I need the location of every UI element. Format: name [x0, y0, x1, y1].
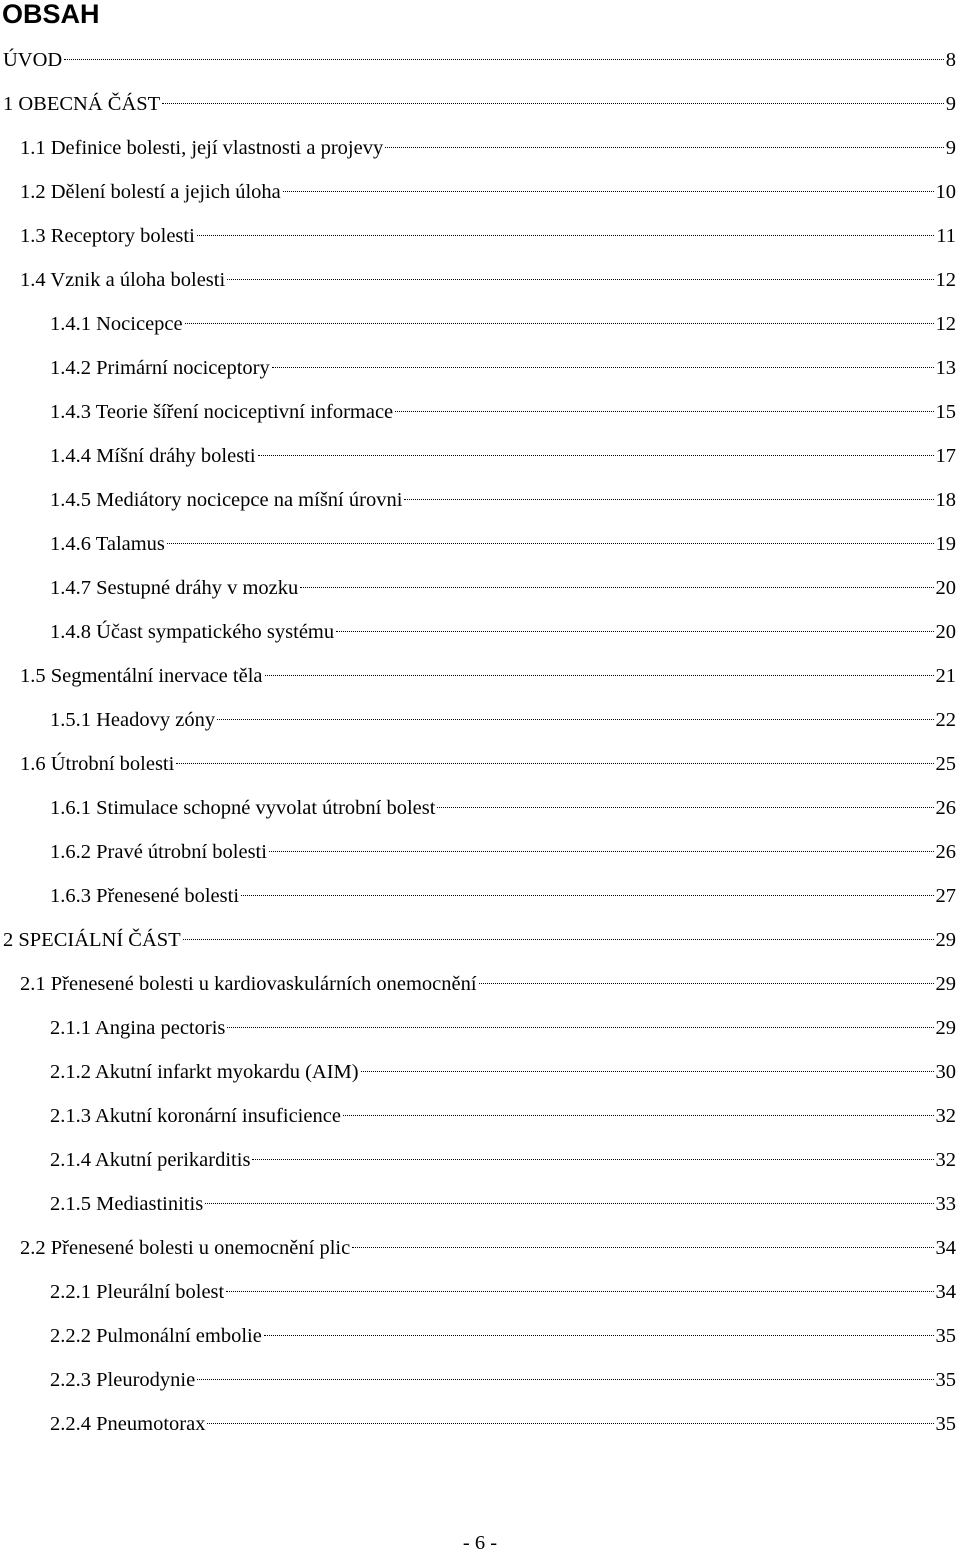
toc-entry[interactable] — [0, 390, 960, 434]
toc-entry-title: 2.2 Přenesené bolesti u onemocnění plic — [20, 1237, 351, 1259]
toc-entry[interactable] — [0, 1314, 960, 1358]
toc-entry-page: 32 — [935, 1105, 956, 1127]
toc-entry-page: 27 — [935, 885, 956, 907]
dot-leader — [241, 895, 933, 896]
toc-entry-page: 17 — [935, 445, 956, 467]
dot-leader — [252, 1159, 933, 1160]
toc-entry-title: 1.6 Útrobní bolesti — [20, 753, 175, 775]
toc-entry-title: 1.6.2 Pravé útrobní bolesti — [50, 841, 267, 863]
toc-entry-title: 1.4 Vznik a úloha bolesti — [20, 269, 226, 291]
dot-leader — [258, 455, 934, 456]
toc-entry-title: 1.4.5 Mediátory nocicepce na míšní úrovni — [50, 489, 403, 511]
toc-entry[interactable] — [0, 170, 960, 214]
toc-entry-page: 8 — [945, 49, 956, 71]
toc-entry[interactable] — [0, 566, 960, 610]
toc-entry[interactable] — [0, 1402, 960, 1446]
toc-entry[interactable] — [0, 214, 960, 258]
dot-leader — [272, 367, 934, 368]
toc-entry[interactable] — [0, 918, 960, 962]
toc-entry-page: 35 — [935, 1369, 956, 1391]
toc-entry-title: 1.4.2 Primární nociceptory — [50, 357, 270, 379]
toc-entry[interactable] — [0, 126, 960, 170]
toc-entry-title: 1.6.1 Stimulace schopné vyvolat útrobní bolest — [50, 797, 436, 819]
toc-entry[interactable] — [0, 1182, 960, 1226]
toc-entry-page: 34 — [935, 1281, 956, 1303]
toc-entry-page: 29 — [935, 1017, 956, 1039]
dot-leader — [343, 1115, 934, 1116]
toc-entry-title: 2.1.1 Angina pectoris — [50, 1017, 226, 1039]
dot-leader — [283, 191, 934, 192]
toc-entry-title: 2.1.2 Akutní infarkt myokardu (AIM) — [50, 1061, 359, 1083]
dot-leader — [336, 631, 933, 632]
toc-entry-page: 13 — [935, 357, 956, 379]
toc-entry-title: 1.4.3 Teorie šíření nociceptivní informace — [50, 401, 394, 423]
dot-leader — [265, 675, 934, 676]
toc-entry-page: 22 — [935, 709, 956, 731]
toc-entry-title: 1.5 Segmentální inervace těla — [20, 665, 263, 687]
toc-entry[interactable] — [0, 302, 960, 346]
toc-entry-title: 2.1.3 Akutní koronární insuficience — [50, 1105, 341, 1127]
dot-leader — [197, 235, 934, 236]
toc-entry-page: 20 — [935, 621, 956, 643]
toc-entry[interactable] — [0, 1094, 960, 1138]
toc-entry-page: 10 — [935, 181, 956, 203]
toc-entry-title: 2.2.4 Pneumotorax — [50, 1413, 206, 1435]
toc-entry-page: 9 — [945, 93, 956, 115]
toc-entry[interactable] — [0, 874, 960, 918]
toc-entry[interactable] — [0, 786, 960, 830]
toc-entry[interactable] — [0, 962, 960, 1006]
dot-leader — [183, 939, 934, 940]
toc-entry-title: 1.4.1 Nocicepce — [50, 313, 183, 335]
dot-leader — [352, 1247, 933, 1248]
toc-entry-page: 29 — [935, 973, 956, 995]
dot-leader — [361, 1071, 934, 1072]
dot-leader — [264, 1335, 934, 1336]
dot-leader — [227, 279, 933, 280]
toc-entry-title: 2.2.2 Pulmonální embolie — [50, 1325, 262, 1347]
toc-entry-title: 1.6.3 Přenesené bolesti — [50, 885, 240, 907]
toc-entry[interactable] — [0, 434, 960, 478]
toc-entry[interactable] — [0, 1226, 960, 1270]
toc-entry[interactable] — [0, 82, 960, 126]
toc-entry-title: 2.2.1 Pleurální bolest — [50, 1281, 225, 1303]
page-title: OBSAH — [2, 0, 100, 29]
toc-entry-page: 35 — [935, 1413, 956, 1435]
toc-entry-title: ÚVOD — [3, 49, 63, 71]
toc-entry-page: 12 — [935, 269, 956, 291]
dot-leader — [64, 59, 944, 60]
dot-leader — [227, 1027, 933, 1028]
toc-entry-page: 19 — [935, 533, 956, 555]
dot-leader — [479, 983, 934, 984]
toc-entry-page: 21 — [935, 665, 956, 687]
toc-entry-title: 1.4.8 Účast sympatického systému — [50, 621, 335, 643]
toc-entry[interactable] — [0, 830, 960, 874]
toc-entry-title: 2.1 Přenesené bolesti u kardiovaskulárních onemocnění — [20, 973, 477, 995]
toc-entry[interactable] — [0, 1358, 960, 1402]
toc-entry[interactable] — [0, 346, 960, 390]
toc-entry-page: 15 — [935, 401, 956, 423]
toc-entry-title: 2.1.5 Mediastinitis — [50, 1193, 204, 1215]
toc-entry-page: 34 — [935, 1237, 956, 1259]
page-number: - 6 - — [462, 1532, 498, 1554]
toc-entry-page: 9 — [945, 137, 956, 159]
toc-entry-page: 26 — [935, 797, 956, 819]
toc-entry-title: 2.2.3 Pleurodynie — [50, 1369, 196, 1391]
toc-entry-title: 2 SPECIÁLNÍ ČÁST — [3, 929, 181, 951]
toc-entry-page: 25 — [935, 753, 956, 775]
dot-leader — [404, 499, 933, 500]
dot-leader — [162, 103, 944, 104]
dot-leader — [205, 1203, 933, 1204]
toc-entry[interactable] — [0, 258, 960, 302]
toc-entry[interactable] — [0, 1050, 960, 1094]
dot-leader — [197, 1379, 933, 1380]
toc-entry-title: 1.4.4 Míšní dráhy bolesti — [50, 445, 256, 467]
toc-entry-title: 1.4.6 Talamus — [50, 533, 165, 555]
toc-entry-page: 33 — [935, 1193, 956, 1215]
toc-entry-title: 1.5.1 Headovy zóny — [50, 709, 216, 731]
toc-entry-page: 11 — [936, 225, 956, 247]
table-of-contents — [0, 38, 960, 1446]
toc-entry-title: 1.2 Dělení bolestí a jejich úloha — [20, 181, 281, 203]
dot-leader — [300, 587, 933, 588]
toc-entry-page: 20 — [935, 577, 956, 599]
toc-entry[interactable] — [0, 1138, 960, 1182]
toc-entry-page: 30 — [935, 1061, 956, 1083]
toc-entry-page: 32 — [935, 1149, 956, 1171]
toc-entry[interactable] — [0, 1006, 960, 1050]
toc-entry[interactable] — [0, 610, 960, 654]
toc-entry[interactable] — [0, 478, 960, 522]
dot-leader — [176, 763, 933, 764]
dot-leader — [207, 1423, 933, 1424]
dot-leader — [395, 411, 933, 412]
dot-leader — [269, 851, 934, 852]
dot-leader — [217, 719, 933, 720]
toc-entry-page: 26 — [935, 841, 956, 863]
toc-entry[interactable] — [0, 742, 960, 786]
toc-entry-page: 35 — [935, 1325, 956, 1347]
toc-entry-page: 12 — [935, 313, 956, 335]
dot-leader — [385, 147, 944, 148]
toc-entry-title: 1 OBECNÁ ČÁST — [3, 93, 161, 115]
dot-leader — [226, 1291, 933, 1292]
toc-entry-page: 18 — [935, 489, 956, 511]
dot-leader — [185, 323, 934, 324]
toc-entry-title: 1.4.7 Sestupné dráhy v mozku — [50, 577, 299, 599]
dot-leader — [167, 543, 934, 544]
toc-entry[interactable] — [0, 654, 960, 698]
toc-entry[interactable] — [0, 38, 960, 82]
toc-entry-page: 29 — [935, 929, 956, 951]
toc-entry[interactable] — [0, 1270, 960, 1314]
toc-entry-title: 1.3 Receptory bolesti — [20, 225, 195, 247]
toc-entry[interactable] — [0, 698, 960, 742]
toc-entry-title: 2.1.4 Akutní perikarditis — [50, 1149, 251, 1171]
toc-entry[interactable] — [0, 522, 960, 566]
dot-leader — [437, 807, 933, 808]
toc-entry-title: 1.1 Definice bolesti, její vlastnosti a projevy — [20, 137, 384, 159]
